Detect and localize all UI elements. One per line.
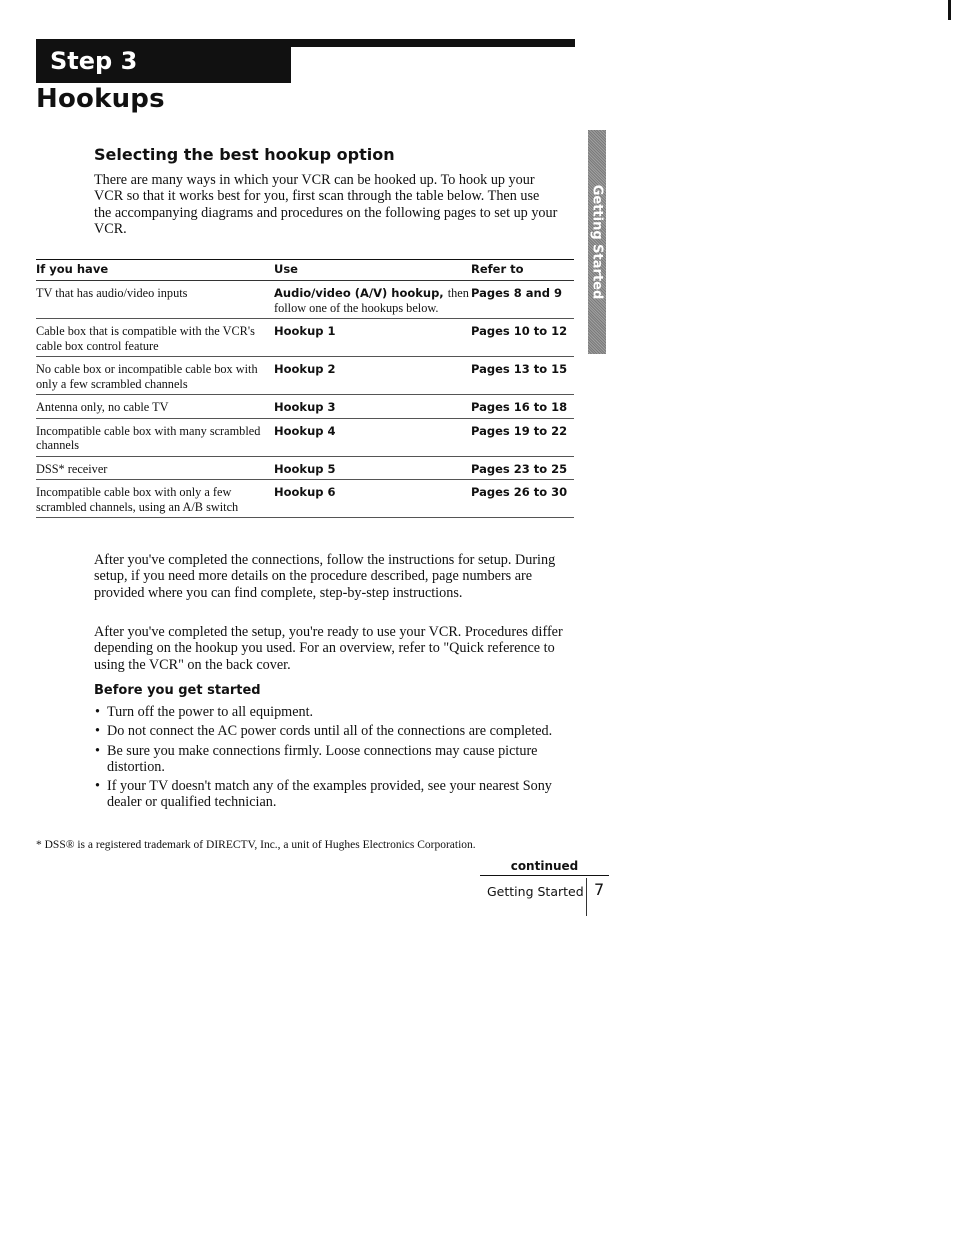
footer-divider (586, 878, 587, 916)
list-item: • If your TV doesn't match any of the examples provided, see your nearest Sony dealer or qualified technician. (94, 778, 564, 811)
table-row (36, 357, 574, 395)
cell-refer: Pages 26 to 30 (471, 480, 574, 518)
cell-use: Hookup 6 (274, 480, 471, 518)
hookup-table (36, 259, 574, 518)
continued-label: continued (480, 859, 609, 876)
header-use: Use (274, 260, 471, 281)
edge-mark (948, 0, 951, 20)
table-row (36, 456, 574, 480)
cell-refer: Pages 8 and 9 (471, 281, 574, 319)
cell-have: No cable box or incompatible cable box with only a few scrambled channels (36, 357, 274, 395)
cell-use (274, 281, 471, 319)
cell-have: DSS* receiver (36, 456, 274, 480)
page-title: Hookups (36, 84, 165, 114)
table-row (36, 281, 574, 319)
footnote: * DSS® is a registered trademark of DIRECTV, Inc., a unit of Hughes Electronics Corporation. (36, 839, 476, 851)
header-if-you-have: If you have (36, 260, 274, 281)
page-number: 7 (594, 880, 605, 899)
table-header-row (36, 260, 574, 281)
side-tab-label: Getting Started (589, 184, 605, 300)
cell-refer: Pages 19 to 22 (471, 418, 574, 456)
cell-refer: Pages 13 to 15 (471, 357, 574, 395)
cell-use: Hookup 3 (274, 395, 471, 419)
cell-use: Hookup 1 (274, 319, 471, 357)
table-row (36, 319, 574, 357)
cell-have: Cable box that is compatible with the VCR's cable box control feature (36, 319, 274, 357)
before-start-list (94, 704, 564, 814)
cell-use: Hookup 4 (274, 418, 471, 456)
usage-paragraph: After you've completed the setup, you're ready to use your VCR. Procedures differ depending on the hookup you used. For an overview, refer to "Quick reference to using the VCR" on the back cover. (94, 624, 563, 673)
cell-have: TV that has audio/video inputs (36, 281, 274, 319)
list-item: • Turn off the power to all equipment. (94, 704, 564, 720)
table-row (36, 480, 574, 518)
before-start-title: Before you get started (94, 683, 261, 698)
cell-use-label: Audio/video (A/V) hookup, (274, 286, 444, 300)
side-tab (588, 130, 606, 354)
cell-use: Hookup 2 (274, 357, 471, 395)
cell-have: Incompatible cable box with only a few scrambled channels, using an A/B switch (36, 480, 274, 518)
setup-paragraph: After you've completed the connections, follow the instructions for setup. During setup, if you need more details on the procedure described, page numbers are provided where you can find complete, step-by-step instructions. (94, 552, 556, 601)
cell-refer: Pages 23 to 25 (471, 456, 574, 480)
list-item: • Be sure you make connections firmly. Loose connections may cause picture distortion. (94, 743, 564, 776)
cell-use-note: then follow one of the hookups below. (274, 286, 469, 315)
section-title: Selecting the best hookup option (94, 145, 395, 164)
header-refer-to: Refer to (471, 260, 574, 281)
cell-refer: Pages 10 to 12 (471, 319, 574, 357)
table-row (36, 418, 574, 456)
list-item: • Do not connect the AC power cords until all of the connections are completed. (94, 723, 564, 739)
step-label: Step 3 (36, 39, 291, 83)
table-row (36, 395, 574, 419)
cell-use: Hookup 5 (274, 456, 471, 480)
intro-paragraph: There are many ways in which your VCR can be hooked up. To hook up your VCR so that it works best for you, first scan through the table below. Then use the accompanying diagrams and procedures on the following pages to set up your VCR. (94, 172, 558, 237)
footer-section-name: Getting Started (487, 884, 584, 899)
cell-have: Antenna only, no cable TV (36, 395, 274, 419)
cell-have: Incompatible cable box with many scrambled channels (36, 418, 274, 456)
cell-refer: Pages 16 to 18 (471, 395, 574, 419)
